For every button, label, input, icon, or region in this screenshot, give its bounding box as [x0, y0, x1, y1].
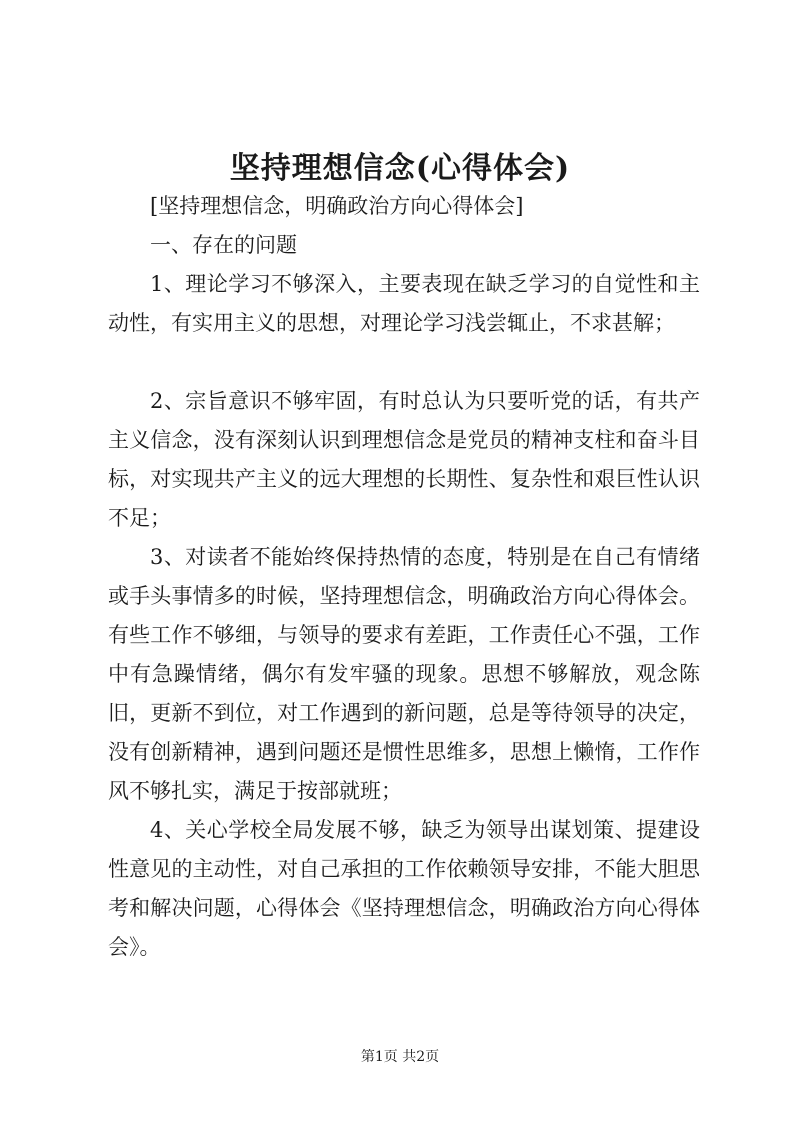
page-number-footer: 第1页 共2页 — [360, 1049, 440, 1065]
paragraph-3: 3、对读者不能始终保持热情的态度，特别是在自己有情绪或手头事情多的时候，坚持理想信念，明确政治方向心得体会。有些工作不够细，与领导的要求有差距，工作责任心不强，工作中有急躁情绪，偶尔有发牢骚的现象。思想不够解放，观念陈旧，更新不到位，对工作遇到的新问题，总是等待领导的决定，没有创新精神，遇到问题还是惯性思维多，思想上懒惰，工作作风不够扎实，满足于按部就班； — [108, 545, 700, 803]
paragraph-4: 4、关心学校全局发展不够，缺乏为领导出谋划策、提建设性意见的主动性，对自己承担的工作依赖领导安排，不能大胆思考和解决问题，心得体会《坚持理想信念，明确政治方向心得体会》。 — [108, 818, 700, 959]
paragraph-1: 1、理论学习不够深入，主要表现在缺乏学习的自觉性和主动性，有实用主义的思想，对理论学习浅尝辄止，不求甚解； — [108, 272, 700, 335]
subtitle-paragraph: [坚持理想信念，明确政治方向心得体会] — [150, 194, 524, 218]
paragraph-2: 2、宗旨意识不够牢固，有时总认为只要听党的话，有共产主义信念，没有深刻认识到理想信念是党员的精神支柱和奋斗目标，对实现共产主义的远大理想的长期性、复杂性和艰巨性认识不足； — [108, 389, 700, 530]
section-heading: 一、存在的问题 — [150, 233, 297, 257]
document-title: 坚持理想信念(心得体会) — [229, 151, 571, 186]
